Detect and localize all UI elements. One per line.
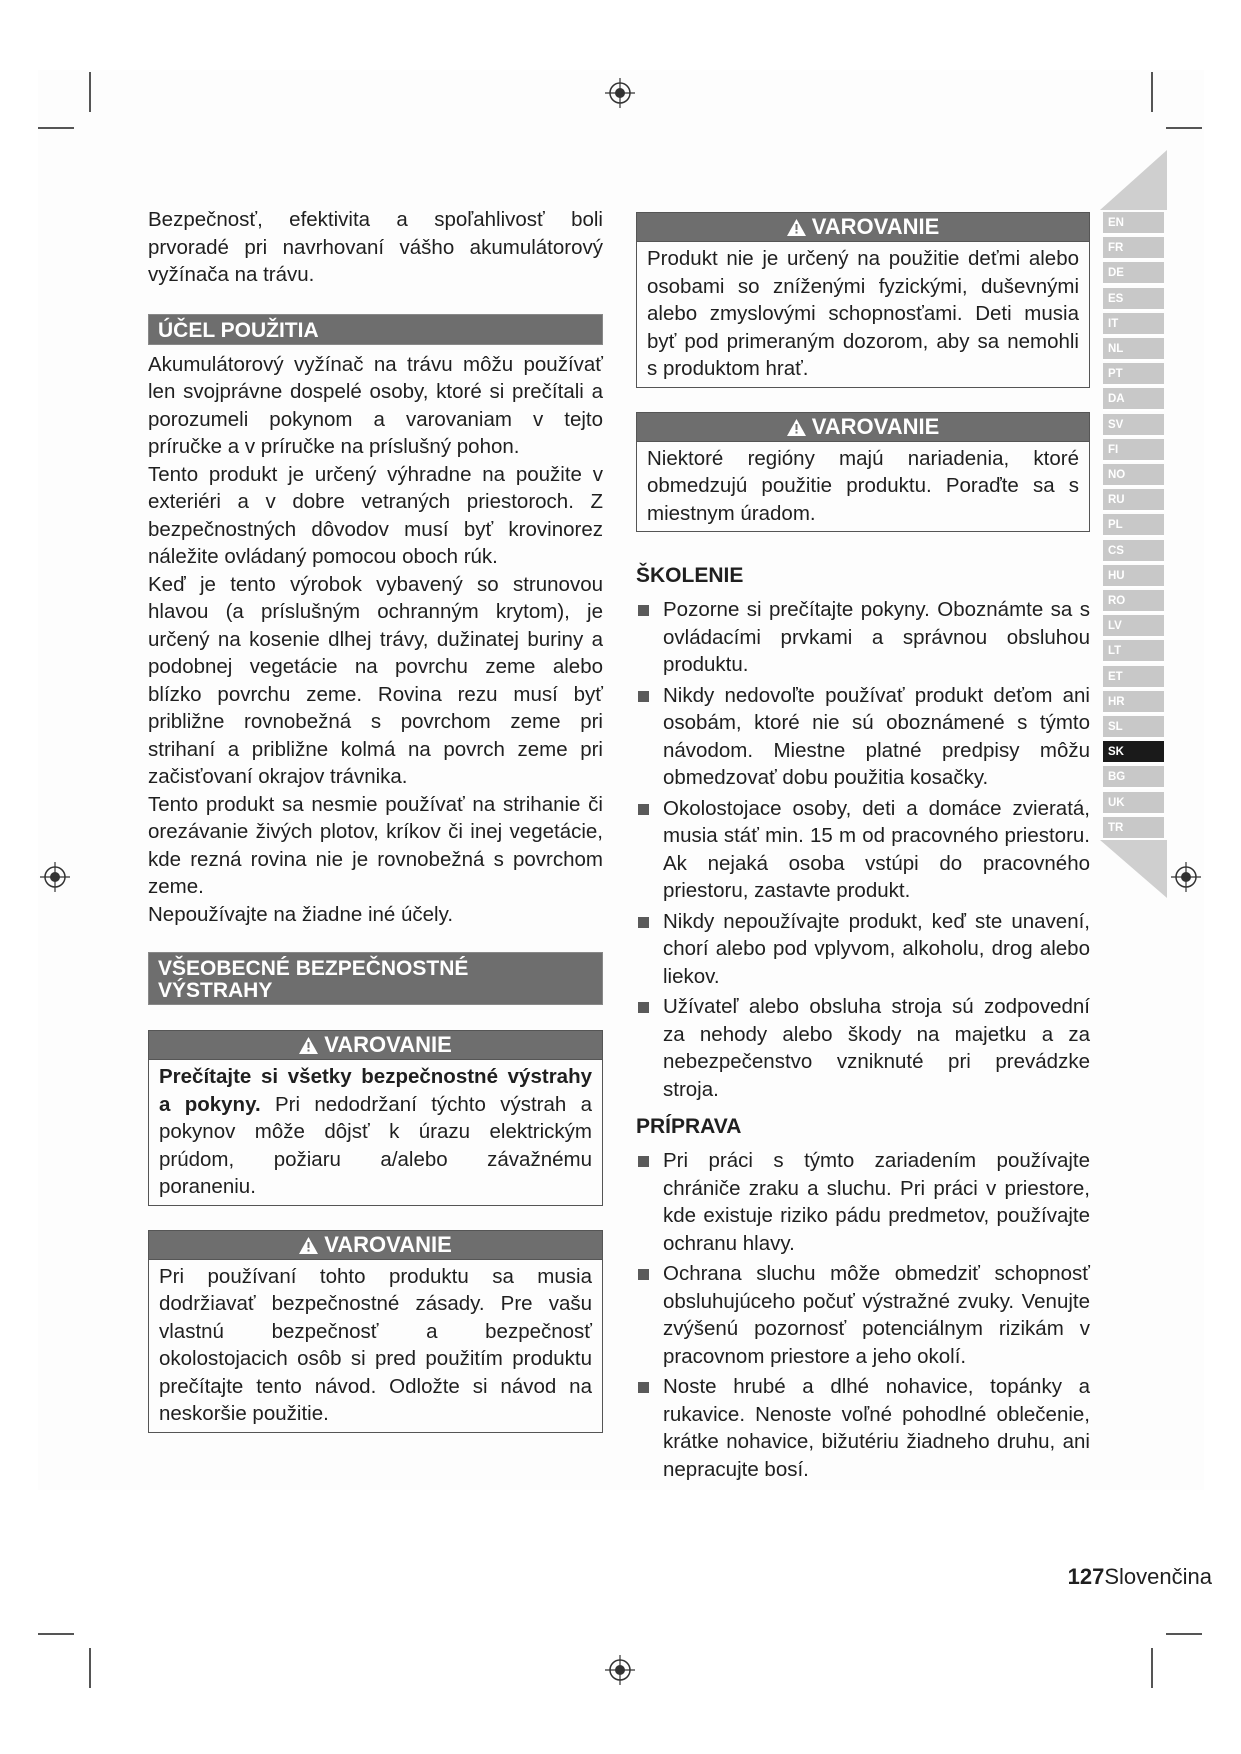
warning-triangle-icon: [299, 1037, 318, 1054]
language-tab-tr: TR: [1103, 817, 1164, 840]
list-item: Pozorne si prečítajte pokyny. Oboznámte sa s ovládacími prvkami a správnou obsluhou produktu.: [636, 596, 1090, 679]
warning-box: [148, 1030, 603, 1206]
paragraph: Nepoužívajte na žiadne iné účely.: [148, 902, 454, 926]
registration-mark-icon: [1171, 862, 1201, 892]
paragraph: Tento produkt sa nesmie používať na strihanie či orezávanie živých plotov, kríkov či inej vegetácie, kde rezná rovina nie je rovnobežná s povrchom zeme.: [148, 792, 603, 898]
registration-mark-icon: [605, 1655, 635, 1685]
warning-label: VAROVANIE: [811, 413, 940, 439]
list-item: Pri práci s týmto zariadením používajte chrániče zraku a sluchu. Pri práci v priestore, kde existuje riziko pádu predmetov, používajte ochranu hlavy.: [636, 1147, 1090, 1257]
warning-text: Pri nedodržaní týchto výstrah a pokynov môže dôjsť k úrazu elektrickým prúdom, požiaru a/alebo závažnému poraneniu.: [159, 1092, 592, 1198]
priprava-list: [636, 1147, 1090, 1483]
language-tab-hu: HU: [1103, 565, 1164, 588]
section-heading-ucel: ÚČEL POUŽITIA: [148, 314, 603, 345]
list-item: Užívateľ alebo obsluha stroja sú zodpovední za nehody alebo škody na majetku a za nebezpečenstvo vzniknuté pri prevádzke stroja.: [636, 993, 1090, 1103]
language-tab-fr: FR: [1103, 237, 1164, 260]
language-tab-cs: CS: [1103, 540, 1164, 563]
registration-mark-icon: [605, 78, 635, 108]
warning-label: VAROVANIE: [324, 1032, 452, 1057]
warning-body: Produkt nie je určený na použitie deťmi alebo osobami so zníženými fyzickými, duševnými alebo zmyslovými schopnosťami. Deti musia byť pod primeraným dozorom, aby sa nemohli s produktom hrať.: [647, 247, 1079, 380]
page-number: 127: [1067, 1564, 1105, 1589]
registration-mark-icon: [40, 862, 70, 892]
warning-bold-text: Prečítajte si všetky bezpečnostné výstrahy a pokyny.: [159, 1065, 592, 1116]
warning-triangle-icon: [787, 419, 806, 436]
language-tab-en: EN: [1103, 212, 1164, 235]
list-item: Okolostojace osoby, deti a domáce zvieratá, musia stáť min. 15 m od pracovného priestoru. Ak nejaká osoba vstúpi do pracovného priestoru, zastavte produkt.: [636, 795, 1090, 905]
ucel-paragraphs: [148, 351, 603, 929]
language-tab-nl: NL: [1103, 338, 1164, 361]
intro-text: Bezpečnosť, efektivita a spoľahlivosť boli prvoradé pri navrhovaní vášho akumulátorový vyžínača na trávu.: [148, 208, 603, 286]
paragraph: Keď je tento výrobok vybavený so strunovou hlavou (a príslušným ochranným krytom), je určený na kosenie dlhej trávy, dužinatej buriny a podobnej vegetácie na povrchu zeme alebo blízko povrchu zeme. Rovina rezu musí byť približne rovnobežná s povrchom zeme pri strihaní a približne kolmá na povrch zeme pri začisťovaní okrajov trávnika.: [148, 572, 603, 788]
list-item: Noste hrubé a dlhé nohavice, topánky a rukavice. Nenoste voľné pohodlné oblečenie, krátke nohavice, bižutériu žiadneho druhu, ani nepracujte bosí.: [636, 1373, 1090, 1483]
section-heading-skolenie: ŠKOLENIE: [636, 564, 744, 587]
language-tab-es: ES: [1103, 288, 1164, 311]
language-tab-bg: BG: [1103, 766, 1164, 789]
page-footer: [1000, 1564, 1212, 1590]
language-tab-it: IT: [1103, 313, 1164, 336]
warning-box: [148, 1230, 603, 1433]
language-tab-da: DA: [1103, 388, 1164, 411]
warning-header: [637, 213, 1089, 242]
language-tab-et: ET: [1103, 666, 1164, 689]
crop-mark: [1166, 1633, 1202, 1635]
list-item: Ochrana sluchu môže obmedziť schopnosť obsluhujúceho počuť výstražné zvuky. Venujte zvýšenú pozornosť potenciálnym rizikám v pracovnom priestore a jeho okolí.: [636, 1260, 1090, 1370]
language-tab-pt: PT: [1103, 363, 1164, 386]
section-heading-vseobecne: VŠEOBECNÉ BEZPEČNOSTNÉ VÝSTRAHY: [148, 952, 603, 1005]
language-tab-ru: RU: [1103, 489, 1164, 512]
footer-language: Slovenčina: [1104, 1564, 1212, 1589]
warning-label: VAROVANIE: [811, 214, 940, 239]
language-tab-uk: UK: [1103, 792, 1164, 815]
language-tab-fi: FI: [1103, 439, 1164, 462]
crop-mark: [38, 127, 74, 129]
warning-header: [149, 1231, 602, 1260]
warning-label: VAROVANIE: [324, 1231, 452, 1257]
crop-mark: [38, 1633, 74, 1635]
language-tab-sl: SL: [1103, 716, 1164, 739]
right-column: [636, 212, 1090, 1486]
language-tab-pl: PL: [1103, 514, 1164, 537]
warning-header: [637, 413, 1089, 442]
section-heading-priprava: PRÍPRAVA: [636, 1115, 742, 1138]
language-tab-hr: HR: [1103, 691, 1164, 714]
crop-mark: [89, 72, 91, 112]
warning-triangle-icon: [787, 219, 806, 236]
list-item: Nikdy nepoužívajte produkt, keď ste unavení, chorí alebo pod vplyvom, alkoholu, drog alebo liekov.: [636, 908, 1090, 991]
language-tab-de: DE: [1103, 262, 1164, 285]
crop-mark: [1151, 1648, 1153, 1688]
warning-body: Niektoré regióny majú nariadenia, ktoré obmedzujú použitie produktu. Poraďte sa s miestnym úradom.: [647, 446, 1079, 525]
crop-mark: [1166, 127, 1202, 129]
paragraph: Tento produkt je určený výhradne na použite v exteriéri a v dobre vetraných priestoroch. Z bezpečnostných dôvodov musí byť krovinorez náležite ovládaný pomocou oboch rúk.: [148, 462, 603, 568]
crop-mark: [1151, 72, 1153, 112]
warning-box: [636, 212, 1090, 388]
warning-body: [149, 1060, 602, 1205]
language-tab-ro: RO: [1103, 590, 1164, 613]
list-item: Nikdy nedovoľte používať produkt deťom ani osobám, ktoré nie sú oboznámené s týmto návodom. Miestne platné predpisy môžu obmedzovať dobu použitia kosačky.: [636, 682, 1090, 792]
skolenie-list: [636, 596, 1090, 1103]
language-tab-sk: SK: [1103, 741, 1164, 764]
language-tab-no: NO: [1103, 464, 1164, 487]
warning-box: [636, 412, 1090, 533]
language-tab-lt: LT: [1103, 640, 1164, 663]
language-tab-lv: LV: [1103, 615, 1164, 638]
language-tab-sv: SV: [1103, 414, 1164, 437]
crop-mark: [89, 1648, 91, 1688]
warning-triangle-icon: [299, 1237, 318, 1254]
warning-body: Pri používaní tohto produktu sa musia dodržiavať bezpečnostné zásady. Pre vašu vlastnú bezpečnosť a bezpečnosť okolostojacich osôb si pred použitím produktu prečítajte tento návod. Odložte si návod na neskoršie použitie.: [159, 1264, 592, 1425]
left-column: [148, 206, 603, 1433]
warning-header: [149, 1031, 602, 1060]
paragraph: Akumulátorový vyžínač na trávu môžu používať len svojprávne dospelé osoby, ktoré si prečítali a porozumeli pokynom a varovaniam v tejto príručke a v príručke na príslušný pohon.: [148, 352, 603, 458]
